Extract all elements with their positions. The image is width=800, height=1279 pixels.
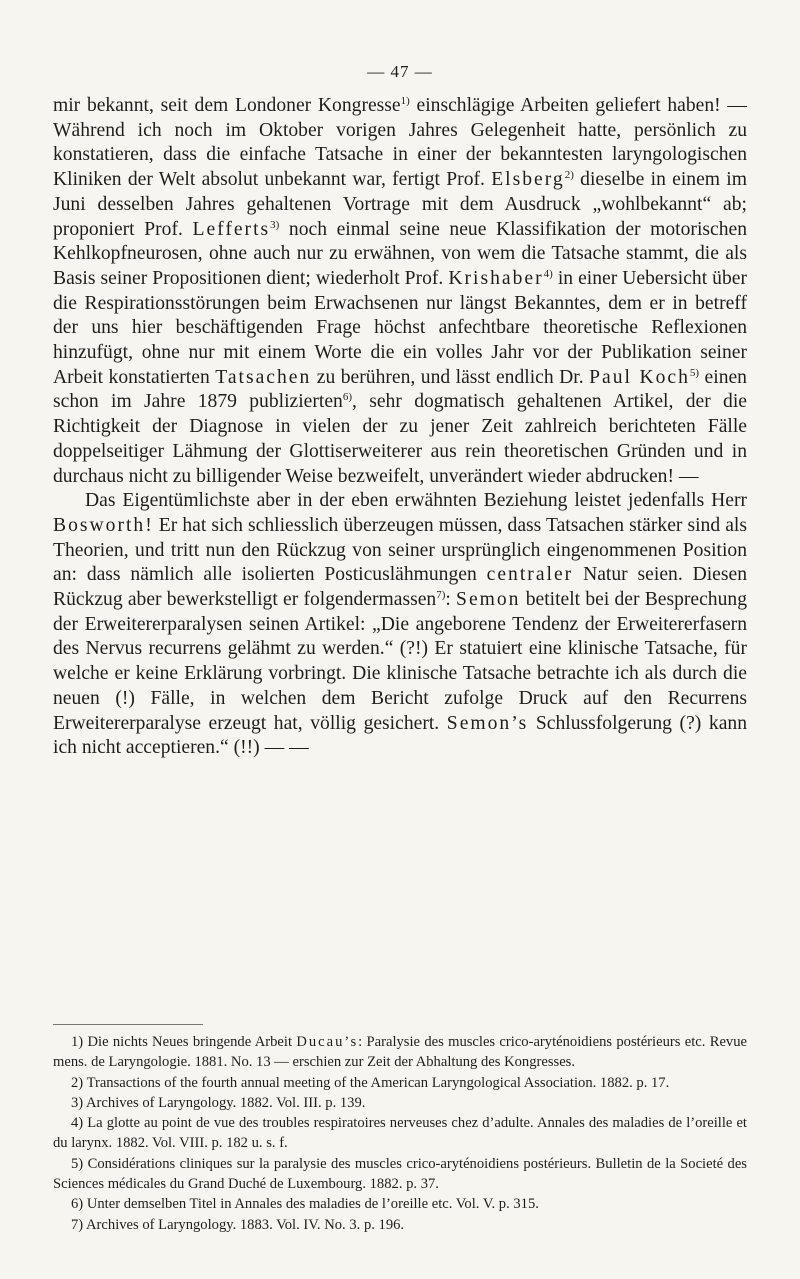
footnote-number: 2) [71,1074,84,1091]
footnote-number: 1) [71,1034,84,1050]
text-run: mir bekannt, seit dem Londoner Kongresse [53,95,401,116]
footnote-4 [53,1113,747,1154]
footnote-ref-1: 1) [400,95,410,107]
text-run: einschlägige Arbeiten geliefert haben! — Während ich noch im Oktober vorigen Jahres Gelegenheit hatte, persönlich zu konstatieren, dass die einfache Tatsache in einer der bekanntesten laryngologischen Kliniken der Welt absolut unbekannt war, fertigt Prof. [53,95,747,191]
text-run: in einer Uebersicht über die Respirationsstörungen beim Erwachsenen nur längst Bekanntes, dem er in betreff der uns hier beschäftigenden Frage höchst anfechtbare theoretische Reflexionen hinzufügt, ohne nur mit einem Worte die ein volles Jahr vor der Publikation seiner Arbeit konstatierten [53,267,747,388]
footnote-text: : Paralysie des muscles crico-aryténoidiens postérieurs etc. Revue mens. de Laryngologie. 1881. No. 13 — erschien zur Zeit der Abhaltung des Kongresses. [53,1034,747,1071]
text-run: Er hat sich schliesslich überzeugen müssen, dass Tatsachen stärker sind als Theorien, und tritt nun den Rückzug von seiner ursprünglich eingenommenen Position an: dass nämlich alle isolierten Posticuslähmungen [53,514,747,586]
emphasis-tatsachen: Tatsachen [215,366,312,388]
footnote-text: Archives of Laryngology. 1883. Vol. IV. No. 3. p. 196. [86,1216,405,1233]
footnote-ref-7: 7) [436,589,446,602]
author-name-elsberg: Elsberg [491,169,565,191]
page-number: — 47 — [367,62,433,81]
footnote-number: 4) [71,1115,84,1132]
footnote-number: 7) [71,1216,84,1233]
author-name-lefferts: Lefferts [192,218,271,240]
author-name-semon: Semon [456,589,521,611]
footnote-divider [53,1024,203,1025]
footnote-number: 3) [71,1094,84,1111]
footnote-ref-6: 6) [342,391,352,404]
footnote-text: Considérations cliniques sur la paralysie des muscles crico-aryténoidiens postérieurs. Bulletin de la Societé des Sciences médicales du Grand Duché de Luxembourg. 1882. p. 37. [53,1155,747,1193]
footnote-ref-4: 4) [543,267,553,280]
footnote-number: 5) [71,1155,84,1172]
footnote-text: Die nichts Neues bringende Arbeit [87,1034,297,1050]
footnote-text: Transactions of the fourth annual meeting of the American Laryngological Association. 1882. p. 17. [86,1074,670,1091]
footnote-ref-2: 2) [564,169,574,182]
text-run: Das Eigentümlichste aber in der eben erwähnten Beziehung leistet jedenfalls Herr [85,490,747,512]
paragraph-2 [53,489,747,761]
text-run: : [445,589,457,611]
footnote-ref-3: 3) [270,218,280,231]
text-run: zu berühren, und lässt endlich Dr. [311,366,590,388]
footnote-3 [53,1093,747,1113]
paragraph-1 [53,94,747,489]
text-run: Natur seien. Diesen Rückzug aber bewerkstelligt er folgendermassen [53,564,747,611]
footnote-ref-5: 5) [689,366,700,379]
footnote-number: 6) [71,1196,84,1213]
main-text [53,94,747,761]
author-name-bosworth: Bosworth! [53,514,154,536]
emphasis-centraler: centraler [486,564,574,586]
footnotes [53,1032,747,1235]
text-run: betitelt bei der Besprechung der Erweitererparalysen seinen Artikel: „Die angeborene Tendenz der Erweitererfasern des Nervus recurrens gelähmt zu werden.“ (?!) Er statuiert eine klinische Tatsache, für welche er keine Erklärung vorbringt. Die klinische Tatsache betrachte ich als durch die neuen (!) Fälle, in welchen dem Bericht zufolge Druck auf den Recurrens Erweitererparalyse erzeugt hat, völlig gesichert. [53,589,747,734]
footnote-1 [53,1032,747,1073]
text-run: einen schon im Jahre 1879 publizierten [53,366,747,413]
footnote-7 [53,1215,747,1235]
author-name-krishaber: Krishaber [448,267,544,289]
text-run: noch einmal seine neue Klassifikation der motorischen Kehlkopfneurosen, ohne auch nur zu erwähnen, von wem die Tatsache stammt, die als Basis seiner Propositionen dient; wiederholt Prof. [53,218,748,289]
footnote-5 [53,1154,747,1195]
text-run: Schlussfolgerung (?) kann ich nicht acceptieren.“ (!!) — — [53,712,747,759]
author-name-ducau: Ducau’s [296,1034,359,1050]
footnote-text: Archives of Laryngology. 1882. Vol. III. p. 139. [86,1094,366,1111]
text-run: , sehr dogmatisch gehaltenen Artikel, der die Richtigkeit der Diagnose in vielen der zu jener Zeit zahlreich berichteten Fälle doppelseitiger Lähmung der Glottiserweiterer aus rein theoretischen Gründen und in durchaus nicht zu billigender Weise bezweifelt, unverändert wieder abdrucken! — [53,391,747,487]
footnote-text: La glotte au point de vue des troubles respiratoires nerveuses chez d’adulte. Annales des maladies de l’oreille et du larynx. 1882. Vol. VIII. p. 182 u. s. f. [53,1115,747,1152]
author-name-koch: Paul Koch [589,366,690,388]
footnote-text: Unter demselben Titel in Annales des maladies de l’oreille etc. Vol. V. p. 315. [86,1196,539,1213]
author-name-semons: Semon’s [446,712,529,734]
footnote-6 [53,1194,747,1214]
footnote-2 [53,1073,747,1093]
text-run: dieselbe in einem im Juni desselben Jahres gehaltenen Vortrage mit dem Ausdruck „wohlbekannt“ ab; proponiert Prof. [53,169,747,240]
